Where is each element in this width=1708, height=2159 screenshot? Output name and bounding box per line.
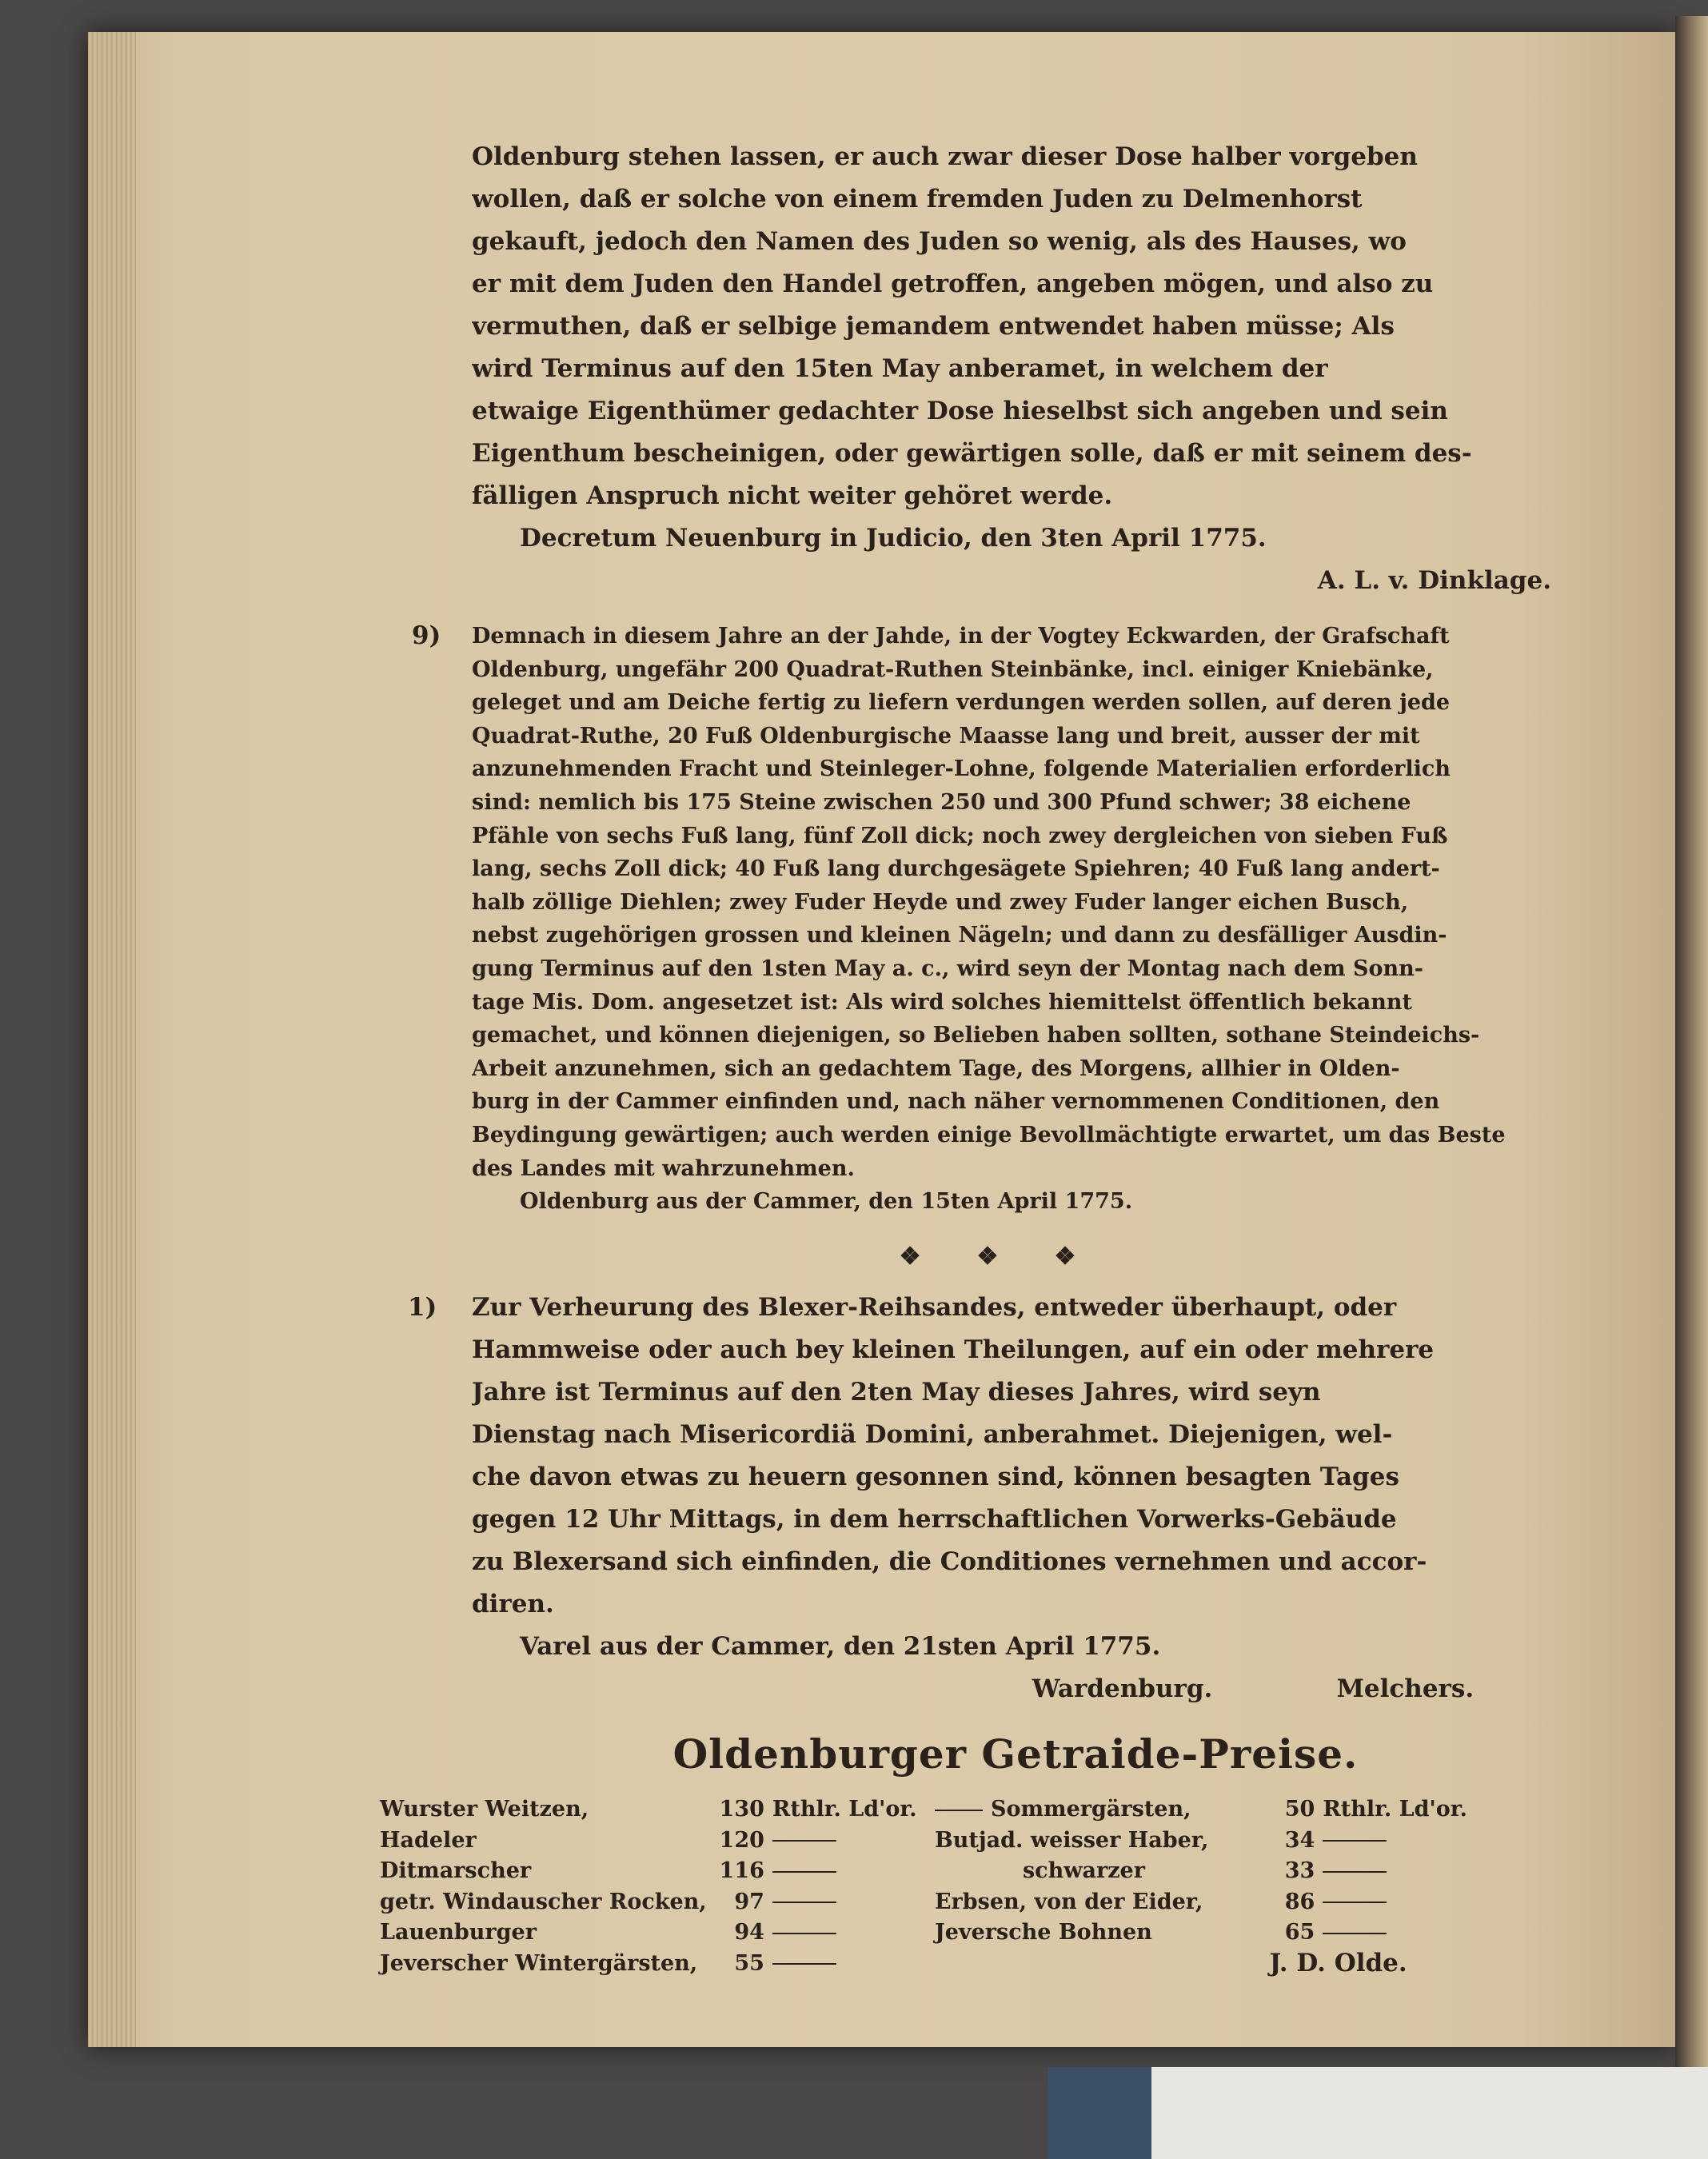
table-row — [380, 1918, 1467, 1949]
text-line: anzunehmenden Fracht und Steinleger-Lohne, folgende Materialien erforderlich — [472, 756, 1451, 782]
text-line: Dienstag nach Misericordiä Domini, anberahmet. Diejenigen, wel- — [472, 1419, 1393, 1449]
text-line: lang, sechs Zoll dick; 40 Fuß lang durchgesägete Spiehren; 40 Fuß lang andert- — [472, 856, 1440, 882]
text-line: Pfähle von sechs Fuß lang, fünf Zoll dick; noch zwey dergleichen von sieben Fuß — [472, 823, 1448, 848]
grain-name: Hadeler — [380, 1827, 477, 1853]
text-line: des Landes mit wahrzunehmen. — [472, 1155, 855, 1181]
text-line: wollen, daß er solche von einem fremden Juden zu Delmenhorst — [472, 185, 1363, 214]
grain-price: 86 — [1284, 1889, 1315, 1914]
grain-price: 33 — [1284, 1858, 1315, 1884]
decree-date: Decretum Neuenburg in Judicio, den 3ten April 1775. — [520, 524, 1267, 553]
signature-wardenburg: Wardenburg. — [1032, 1674, 1213, 1703]
text-line: halb zöllige Diehlen; zwey Fuder Heyde und zwey Fuder langer eichen Busch, — [472, 889, 1409, 915]
text-line: vermuthen, daß er selbige jemandem entwendet haben müsse; Als — [472, 312, 1395, 341]
text-line: burg in der Cammer einfinden und, nach näher vernommenen Conditionen, den — [472, 1089, 1440, 1115]
text-line: gung Terminus auf den 1sten May a. c., wird seyn der Montag nach dem Sonn- — [472, 956, 1423, 981]
grain-name: Ditmarscher — [380, 1858, 532, 1884]
text-line: Hammweise oder auch bey kleinen Theilungen, auf ein oder mehrere — [472, 1335, 1435, 1364]
text-line: gekauft, jedoch den Namen des Juden so wenig, als des Hauses, wo — [472, 227, 1407, 256]
text-line: etwaige Eigenthümer gedachter Dose hieselbst sich angeben und sein — [472, 397, 1448, 425]
grain-price: 65 — [1284, 1920, 1315, 1945]
color-card-white — [1151, 2067, 1708, 2159]
grain-price: 34 — [1284, 1827, 1315, 1853]
prices-section — [380, 1794, 1559, 2002]
text-line: gemachet, und können diejenigen, so Belieben haben sollten, sothane Steindeichs- — [472, 1023, 1480, 1048]
grain-price: 130 — [719, 1797, 764, 1822]
text-line: Oldenburg stehen lassen, er auch zwar dieser Dose halber vorgeben — [472, 142, 1418, 171]
grain-name: Lauenburger — [380, 1920, 537, 1945]
signature: A. L. v. Dinklage. — [1317, 566, 1551, 595]
prices-title: Oldenburger Getraide-Preise. — [672, 1730, 1359, 1778]
item-number: 9) — [412, 621, 441, 650]
item-number: 1) — [408, 1292, 437, 1322]
signatures — [472, 1668, 1559, 1710]
text-line: Beydingung gewärtigen; auch werden einige Bevollmächtigte erwartet, um das Beste — [472, 1122, 1506, 1147]
prices-table — [380, 1794, 1467, 1979]
text-line: sind: nemlich bis 175 Steine zwischen 250 und 300 Pfund schwer; 38 eichene — [472, 789, 1411, 815]
text-line: diren. — [472, 1589, 554, 1618]
grain-name: Butjad. weisser Haber, — [934, 1827, 1209, 1853]
grain-name: getr. Windauscher Rocken, — [380, 1889, 707, 1914]
announcement-steinbaenke — [412, 620, 1559, 1219]
table-row — [380, 1794, 1467, 1826]
grain-name: Jeversche Bohnen — [934, 1920, 1152, 1945]
table-row — [380, 1825, 1467, 1856]
page-edges — [88, 32, 136, 2047]
grain-name: Sommergärsten, — [990, 1797, 1191, 1822]
grain-price: 120 — [719, 1827, 764, 1853]
text-line: fälligen Anspruch nicht weiter gehöret werde. — [472, 481, 1113, 510]
currency-unit: Rthlr. Ld'or. — [1323, 1797, 1467, 1822]
signature-melchers: Melchers. — [1336, 1674, 1475, 1703]
varel-date: Varel aus der Cammer, den 21sten April 1775. — [520, 1631, 1161, 1661]
text-line: Arbeit anzunehmen, sich an gedachtem Tage, des Morgens, allhier in Olden- — [472, 1056, 1400, 1081]
page-content — [380, 136, 1559, 2002]
cammer-date: Oldenburg aus der Cammer, den 15ten April 1775. — [520, 1189, 1133, 1215]
announcement-dose — [472, 136, 1559, 602]
grain-price: 55 — [734, 1950, 764, 1976]
grain-name: Wurster Weitzen, — [380, 1797, 589, 1822]
text-line: Quadrat-Ruthe, 20 Fuß Oldenburgische Maasse lang und breit, ausser der mit — [472, 723, 1420, 748]
grain-price: 50 — [1284, 1797, 1315, 1822]
announcement-blexersand — [408, 1287, 1559, 1710]
table-row — [380, 1856, 1467, 1887]
text-line: Eigenthum bescheinigen, oder gewärtigen solle, daß er mit seinem des- — [472, 439, 1472, 468]
grain-price: 116 — [719, 1858, 764, 1884]
text-line: Zur Verheurung des Blexer-Reihsandes, entweder überhaupt, oder — [472, 1292, 1397, 1322]
text-line: zu Blexersand sich einfinden, die Conditiones vernehmen und accor- — [472, 1546, 1427, 1576]
currency-unit: Rthlr. Ld'or. — [772, 1797, 917, 1822]
text-line: geleget und am Deiche fertig zu liefern verdungen werden sollen, auf deren jede — [472, 690, 1451, 716]
book-gutter — [1675, 16, 1708, 2095]
grain-name: Jeverscher Wintergärsten, — [380, 1950, 698, 1976]
text-line: nebst zugehörigen grossen und kleinen Nägeln; und dann zu desfälliger Ausdin- — [472, 923, 1447, 948]
grain-price: 94 — [734, 1920, 764, 1945]
text-line: che davon etwas zu heuern gesonnen sind, können besagten Tages — [472, 1462, 1399, 1491]
text-line: gegen 12 Uhr Mittags, in dem herrschaftlichen Vorwerks-Gebäude — [472, 1504, 1397, 1534]
text-line: Jahre ist Terminus auf den 2ten May dieses Jahres, wird seyn — [472, 1377, 1321, 1407]
ornament-divider: ❖❖❖ — [899, 1242, 1132, 1271]
price-signature: J. D. Olde. — [1269, 1949, 1407, 1978]
table-row — [380, 1948, 1467, 1979]
text-line: wird Terminus auf den 15ten May anberamet, in welchem der — [472, 354, 1328, 383]
text-line: Oldenburg, ungefähr 200 Quadrat-Ruthen Steinbänke, incl. einiger Kniebänke, — [472, 656, 1434, 682]
text-line: tage Mis. Dom. angesetzet ist: Als wird solches hiemittelst öffentlich bekannt — [472, 989, 1412, 1015]
grain-name: Erbsen, von der Eider, — [934, 1889, 1203, 1914]
table-row — [380, 1886, 1467, 1918]
text-line: er mit dem Juden den Handel getroffen, angeben mögen, und also zu — [472, 269, 1434, 298]
grain-price: 97 — [734, 1889, 764, 1914]
grain-name: schwarzer — [1022, 1858, 1145, 1884]
text-line: Demnach in diesem Jahre an der Jahde, in der Vogtey Eckwarden, der Grafschaft — [472, 624, 1450, 648]
